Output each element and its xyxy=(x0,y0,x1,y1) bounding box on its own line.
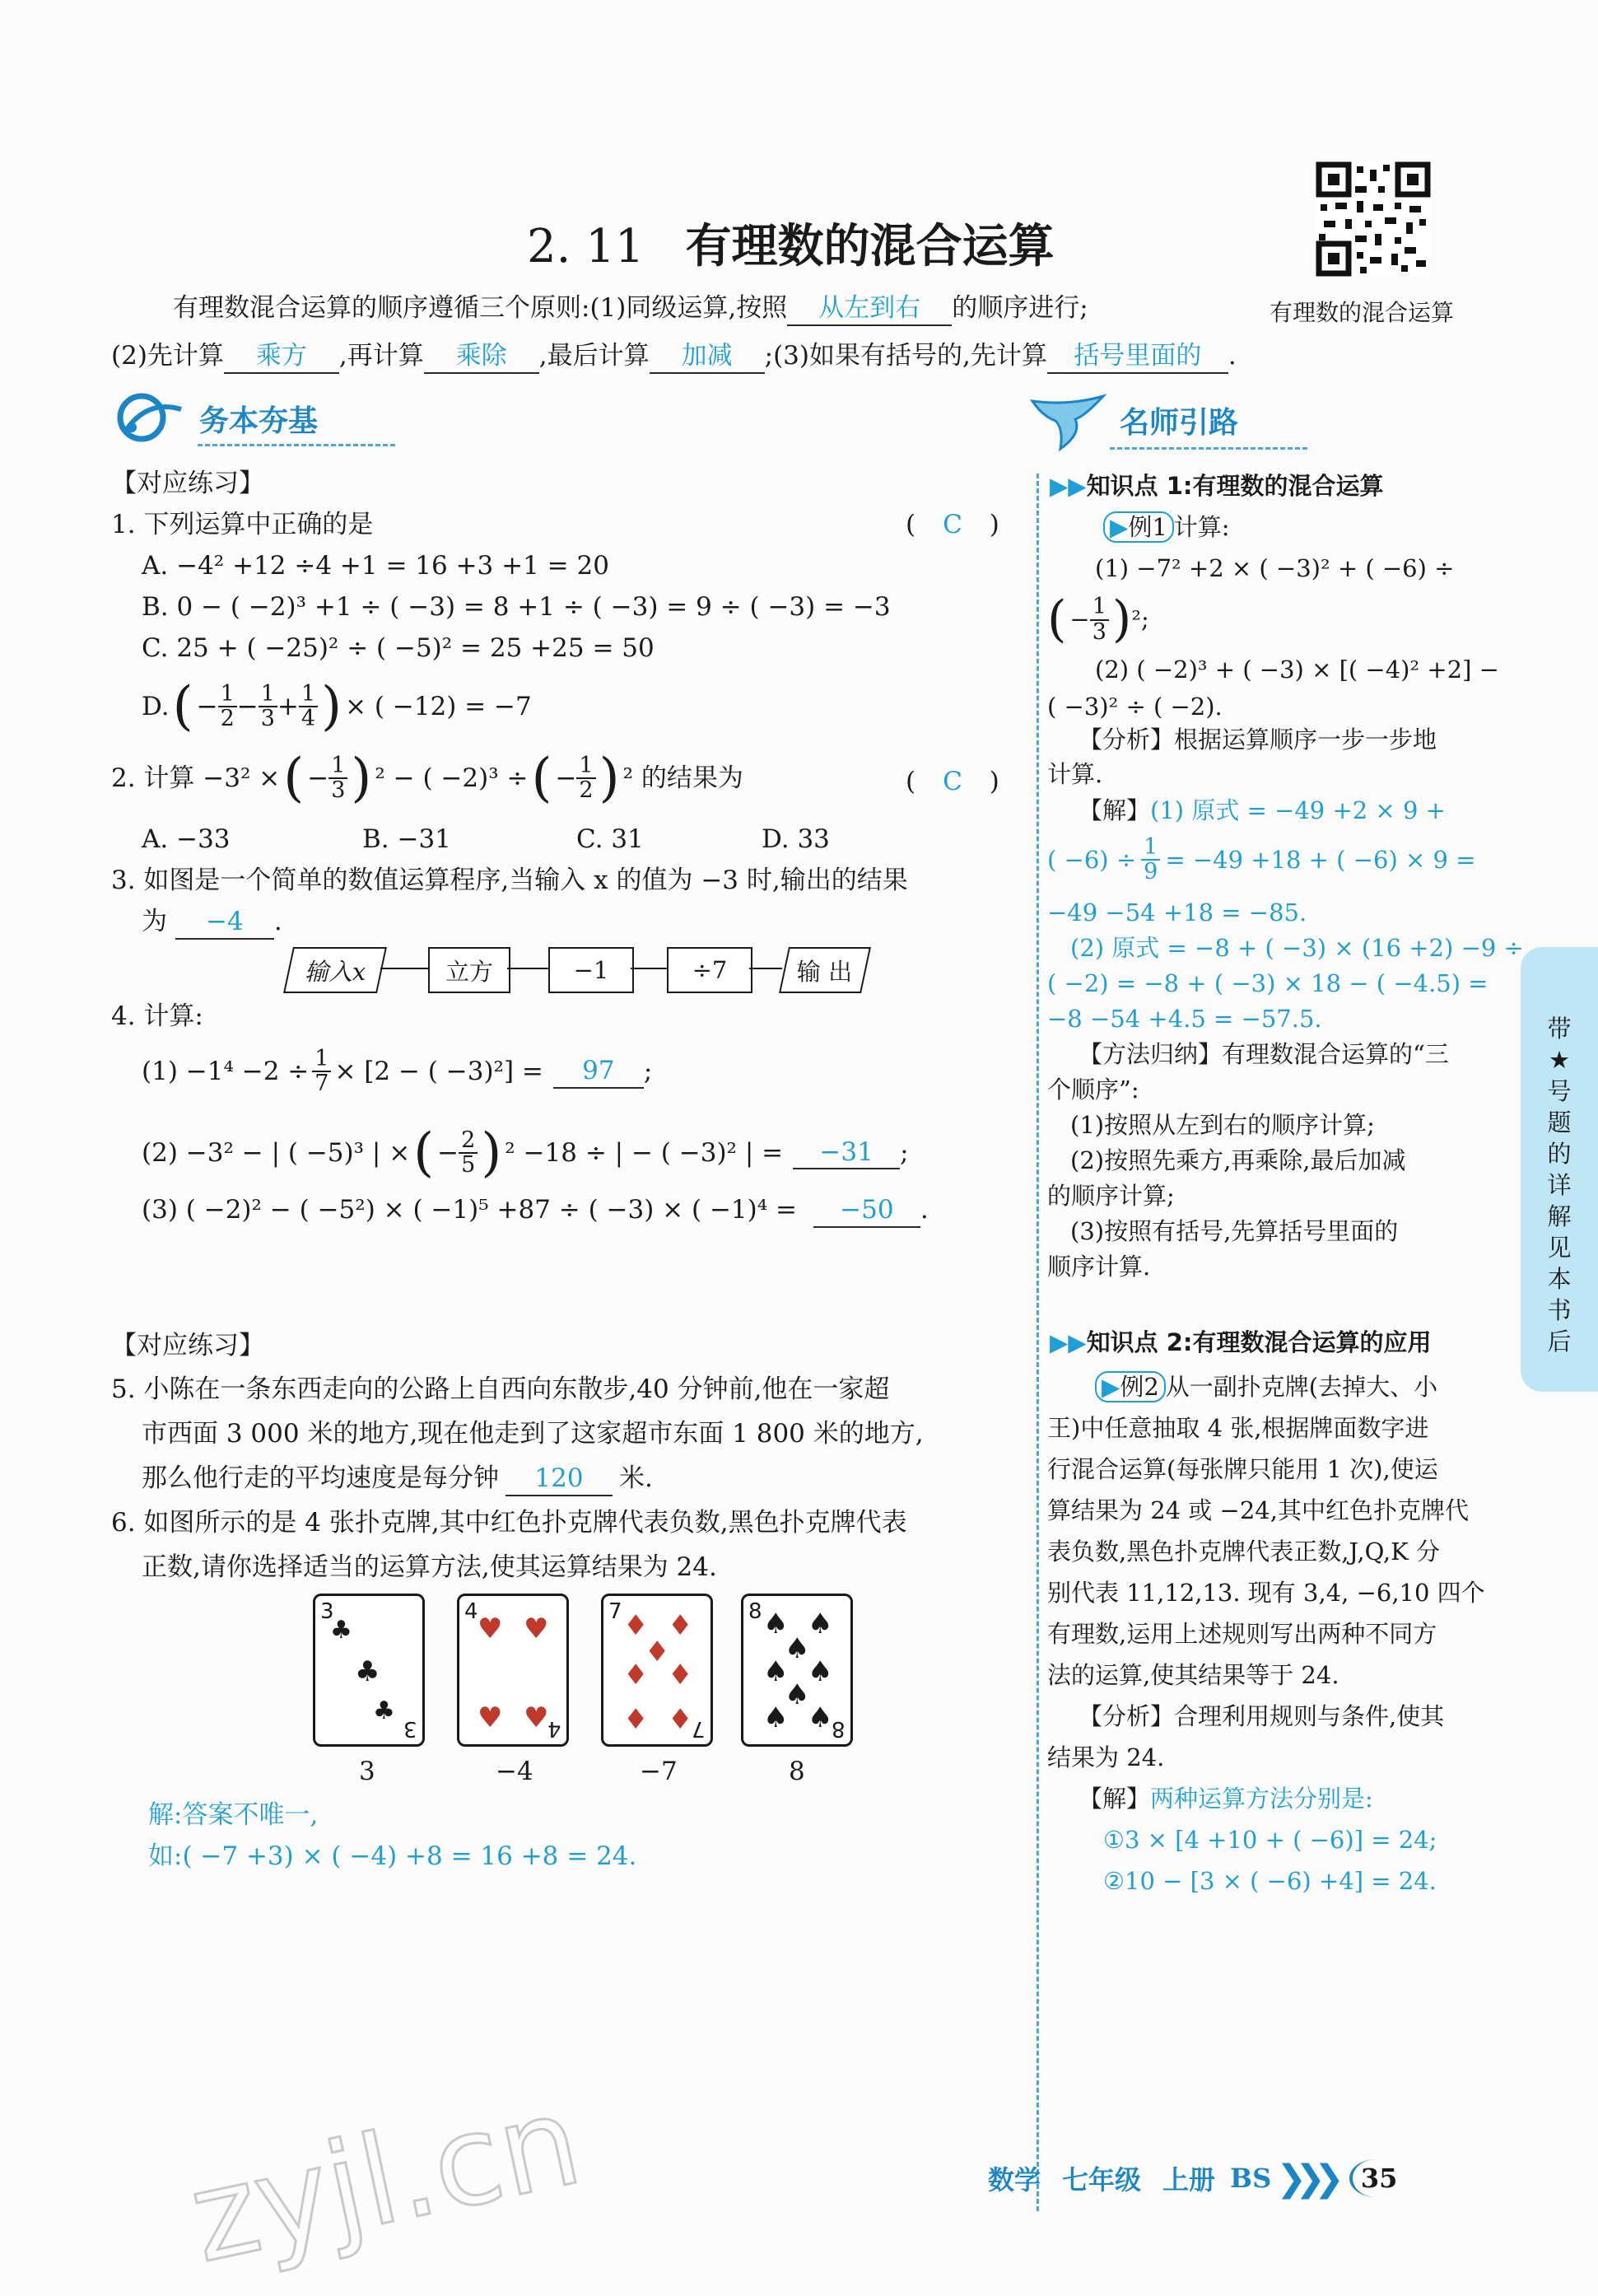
q3-stem: 3. 如图是一个简单的数值运算程序,当输入 x 的值为 −3 时,输出的结果 xyxy=(111,866,908,895)
method-2: 个顺序”: xyxy=(1047,1076,1139,1104)
example-1-solution-3: −49 −54 +18 = −85. xyxy=(1047,898,1307,926)
method-7: 顺序计算. xyxy=(1047,1253,1151,1281)
footer-edition: BS xyxy=(1230,2163,1272,2194)
blank-order: 从左到右 xyxy=(787,292,952,326)
q6-line-1: 6. 如图所示的是 4 张扑克牌,其中红色扑克牌代表负数,黑色扑克牌代表 xyxy=(111,1508,907,1538)
double-arrow-icon: ▶▶ xyxy=(1050,1328,1087,1356)
example-1-analysis-2: 计算. xyxy=(1047,760,1103,788)
double-arrow-icon: ▶▶ xyxy=(1050,472,1087,500)
example-1-expr-4: ( −3)² ÷ ( −2). xyxy=(1047,693,1223,721)
club-icon: ♣ xyxy=(373,1696,395,1725)
method-6: (3)按照有括号,先算括号里面的 xyxy=(1070,1217,1399,1245)
q2-answer: C xyxy=(943,767,962,796)
method-1: 【方法归纳】有理数混合运算的“三 xyxy=(1079,1040,1449,1068)
q6-solution-1: 解:答案不唯一, xyxy=(148,1800,319,1830)
footer xyxy=(988,2149,1515,2207)
example-1: ▶例1 计算: xyxy=(1103,512,1230,542)
club-icon: ♣ xyxy=(355,1655,380,1688)
blank-addsub: 加减 xyxy=(650,340,765,374)
heart-icon: ♥ xyxy=(478,1612,503,1645)
page-number: 35 xyxy=(1349,2159,1403,2197)
q2-option-a: A. −33 xyxy=(142,824,231,854)
diamond-icon: ♦ xyxy=(623,1703,649,1736)
club-icon: ♣ xyxy=(330,1616,352,1645)
example-2-line-1: ▶例2 从一副扑克牌(去掉大、小 xyxy=(1095,1372,1437,1402)
flow-arrow xyxy=(631,968,667,969)
flow-input: 输入x xyxy=(283,947,387,993)
column-divider xyxy=(1037,474,1039,2211)
chevron-right-icon: ❯❯❯ xyxy=(1276,2157,1333,2200)
q5-line-2: 市西面 3 000 米的地方,现在他走到了这家超市东面 1 800 米的地方, xyxy=(142,1419,924,1449)
q4-answer-3: −50 xyxy=(813,1194,920,1228)
flow-cube: 立方 xyxy=(428,947,510,993)
diamond-icon: ♦ xyxy=(623,1659,649,1692)
spade-icon: ♠ xyxy=(763,1701,789,1734)
example-2-solution-2: ①3 × [4 +10 + ( −6)] = 24; xyxy=(1103,1826,1437,1854)
q2-stem: 2. 计算 −3² × ( − $\frac{1}{3}$ ) ² − ( −2)³ ÷ ( − $\frac{1}{2}$ ) ² 的结果为 xyxy=(111,748,743,809)
example-1-label: ▶例1 xyxy=(1103,511,1174,543)
spade-icon: ♠ xyxy=(785,1632,810,1665)
example-2-analysis-1: 【分析】合理利用规则与条件,使其 xyxy=(1079,1702,1445,1730)
practice-label-2: 【对应练习】 xyxy=(111,1331,264,1360)
q6-line-2: 正数,请你选择适当的运算方法,使其运算结果为 24. xyxy=(142,1552,717,1582)
example-2-line-6: 别代表 11,12,13. 现有 3,4, −6,10 四个 xyxy=(1047,1579,1485,1607)
knowledge-point-2: ▶▶知识点 2:有理数混合运算的应用 xyxy=(1050,1328,1432,1356)
q3-answer-line: 为 −4 . xyxy=(142,906,282,940)
example-1-expr-1: (1) −7² +2 × ( −3)² + ( −6) ÷ xyxy=(1095,554,1455,582)
example-2-solution-1: 【解】两种运算方法分别是: xyxy=(1079,1785,1373,1813)
example-2-solution-3: ②10 − [3 × ( −6) +4] = 24. xyxy=(1103,1867,1437,1895)
q1-option-a: A. −4² +12 ÷4 +1 = 16 +3 +1 = 20 xyxy=(142,551,609,581)
q2-answer-bracket: ( C ) xyxy=(906,767,999,796)
q4-part3: (3) ( −2)² − ( −5²) × ( −1)⁵ +87 ÷ ( −3) × ( −1)⁴ = −50 . xyxy=(142,1194,929,1228)
example-2-line-3: 行混合运算(每张牌只能用 1 次),使运 xyxy=(1047,1455,1438,1483)
playing-card-clubs-3: 3 ♣ ♣ ♣ 3 xyxy=(313,1594,425,1747)
q3-answer: −4 xyxy=(175,906,274,940)
flow-minus-one: −1 xyxy=(548,947,634,993)
q5-answer: 120 xyxy=(505,1463,613,1496)
heart-icon: ♥ xyxy=(524,1612,549,1645)
flow-output: 输 出 xyxy=(779,947,871,993)
example-1-expr-3: (2) ( −2)³ + ( −3) × [( −4)² +2] − xyxy=(1095,656,1499,684)
playing-card-diamonds-7: 7 ♦ ♦ ♦ ♦ ♦ ♦ ♦ 7 xyxy=(601,1594,713,1747)
spade-icon: ♠ xyxy=(763,1655,789,1688)
intro-line-1: 有理数混合运算的顺序遵循三个原则:(1)同级运算,按照 从左到右 的顺序进行; xyxy=(173,292,1088,326)
swallow-icon xyxy=(1027,391,1110,453)
q1-answer-bracket: ( C ) xyxy=(906,510,999,539)
side-note: 有理数的混合运算 xyxy=(1270,299,1455,326)
q4-part2: (2) −3² − | ( −5)³ | × ( − $\frac{2}{5}$ ) ² −18 ÷ | − ( −3)² | = −31 ; xyxy=(142,1122,909,1183)
method-4: (2)按照先乘方,再乘除,最后加减 xyxy=(1070,1146,1406,1174)
example-1-solution-2: ( −6) ÷ $\frac{1}{9}$ = −49 +18 + ( −6) × 9 = xyxy=(1047,834,1476,885)
watermark: zyjl.cn xyxy=(179,2069,592,2291)
left-header-title: 务本夯基 xyxy=(199,404,319,438)
practice-label-1: 【对应练习】 xyxy=(111,469,264,498)
heart-icon: ♥ xyxy=(478,1701,503,1734)
star-icon: ★ xyxy=(1549,1046,1570,1074)
q4-answer-1: 97 xyxy=(553,1055,644,1089)
flow-arrow xyxy=(380,968,428,969)
q1-answer: C xyxy=(943,510,962,539)
example-2-label: ▶例2 xyxy=(1095,1371,1166,1402)
blank-brackets: 括号里面的 xyxy=(1047,340,1228,374)
heart-icon: ♥ xyxy=(524,1701,549,1734)
footer-volume: 上册 xyxy=(1162,2164,1216,2196)
q6-solution-2: 如:( −7 +3) × ( −4) +8 = 16 +8 = 24. xyxy=(148,1841,637,1871)
knowledge-point-1: ▶▶知识点 1:有理数的混合运算 xyxy=(1050,472,1384,500)
example-2-line-5: 表负数,黑色扑克牌代表正数,J,Q,K 分 xyxy=(1047,1538,1441,1566)
q2-option-c: C. 31 xyxy=(576,824,644,854)
section-number: 2. 11 xyxy=(527,220,645,273)
q1-stem: 1. 下列运算中正确的是 xyxy=(111,510,374,539)
example-1-solution-4: (2) 原式 = −8 + ( −3) × (16 +2) −9 ÷ xyxy=(1070,934,1524,962)
example-2-analysis-2: 结果为 24. xyxy=(1047,1743,1165,1771)
side-tab: 带 ★ 号 题 的 详 解 见 本 书 后 xyxy=(1521,947,1598,1392)
flow-divide-seven: ÷7 xyxy=(667,947,752,993)
q5-line-3: 那么他行走的平均速度是每分钟 120 米. xyxy=(142,1463,653,1496)
card-value-2: −4 xyxy=(496,1757,533,1786)
flow-arrow xyxy=(749,968,782,969)
card-value-4: 8 xyxy=(789,1757,805,1786)
swirl-icon xyxy=(115,391,198,449)
footer-subject: 数学 xyxy=(988,2164,1041,2196)
spade-icon: ♠ xyxy=(785,1678,810,1711)
example-1-solution-5: ( −2) = −8 + ( −3) × 18 − ( −4.5) = xyxy=(1047,969,1489,997)
spade-icon: ♠ xyxy=(808,1655,833,1688)
card-value-3: −7 xyxy=(640,1757,678,1786)
right-header xyxy=(1027,391,1307,453)
footer-grade: 七年级 xyxy=(1062,2164,1142,2196)
flow-arrow xyxy=(507,968,548,969)
example-1-solution-1: 【解】(1) 原式 = −49 +2 × 9 + xyxy=(1079,796,1446,824)
example-2-line-7: 有理数,运用上述规则写出两种不同方 xyxy=(1047,1620,1437,1648)
q1-option-b: B. 0 − ( −2)³ +1 ÷ ( −3) = 8 +1 ÷ ( −3) = 9 ÷ ( −3) = −3 xyxy=(142,592,891,622)
example-2-line-2: 王)中任意抽取 4 张,根据牌面数字进 xyxy=(1047,1414,1429,1442)
section-title xyxy=(527,210,1055,276)
method-3: (1)按照从左到右的顺序计算; xyxy=(1070,1111,1375,1139)
left-header xyxy=(115,391,395,449)
playing-card-hearts-4: 4 ♥ ♥ ♥ ♥ 4 xyxy=(457,1594,569,1747)
example-1-analysis-1: 【分析】根据运算顺序一步一步地 xyxy=(1079,726,1437,754)
spade-icon: ♠ xyxy=(808,1701,833,1734)
diamond-icon: ♦ xyxy=(668,1609,693,1642)
playing-card-spades-8: 8 ♠ ♠ ♠ ♠ ♠ ♠ ♠ ♠ 8 xyxy=(741,1594,853,1747)
q1-option-d: D. ( − $\frac{1}{2}$ − $\frac{1}{3}$ + $\frac{1}{4}$ ) × ( −12) = −7 xyxy=(142,676,532,737)
diamond-icon: ♦ xyxy=(668,1703,693,1736)
intro-line-2: (2)先计算 乘方 ,再计算 乘除 ,最后计算 加减 ;(3)如果有括号的,先计算 括号里面的 . xyxy=(111,340,1237,374)
q2-option-b: B. −31 xyxy=(362,824,451,854)
blank-muldiv: 乘除 xyxy=(424,340,539,374)
example-2-line-8: 法的运算,使其结果等于 24. xyxy=(1047,1661,1339,1689)
q2-option-d: D. 33 xyxy=(762,824,830,854)
q4-answer-2: −31 xyxy=(793,1136,900,1170)
q5-line-1: 5. 小陈在一条东西走向的公路上自西向东散步,40 分钟前,他在一家超 xyxy=(111,1374,890,1404)
example-1-expr-2: ( − $\frac{1}{3}$ ) ²; xyxy=(1047,590,1149,648)
right-header-title: 名师引路 xyxy=(1120,406,1239,440)
q4-stem: 4. 计算: xyxy=(111,1001,203,1031)
card-value-1: 3 xyxy=(359,1757,375,1786)
diamond-icon: ♦ xyxy=(668,1659,693,1692)
section-title-text: 有理数的混合运算 xyxy=(685,219,1055,273)
example-1-solution-6: −8 −54 +4.5 = −57.5. xyxy=(1047,1005,1322,1033)
q1-option-c: C. 25 + ( −25)² ÷ ( −5)² = 25 +25 = 50 xyxy=(142,633,655,663)
example-2-line-4: 算结果为 24 或 −24,其中红色扑克牌代 xyxy=(1047,1496,1469,1524)
diamond-icon: ♦ xyxy=(645,1636,670,1668)
diamond-icon: ♦ xyxy=(623,1609,649,1642)
spade-icon: ♠ xyxy=(808,1608,833,1640)
spade-icon: ♠ xyxy=(763,1608,789,1640)
q4-part1: (1) −1⁴ −2 ÷ $\frac{1}{7}$ × [2 − ( −3)²] = 97 ; xyxy=(142,1046,653,1097)
qr-code xyxy=(1316,161,1431,277)
method-5: 的顺序计算; xyxy=(1047,1182,1175,1210)
blank-power: 乘方 xyxy=(224,340,339,374)
